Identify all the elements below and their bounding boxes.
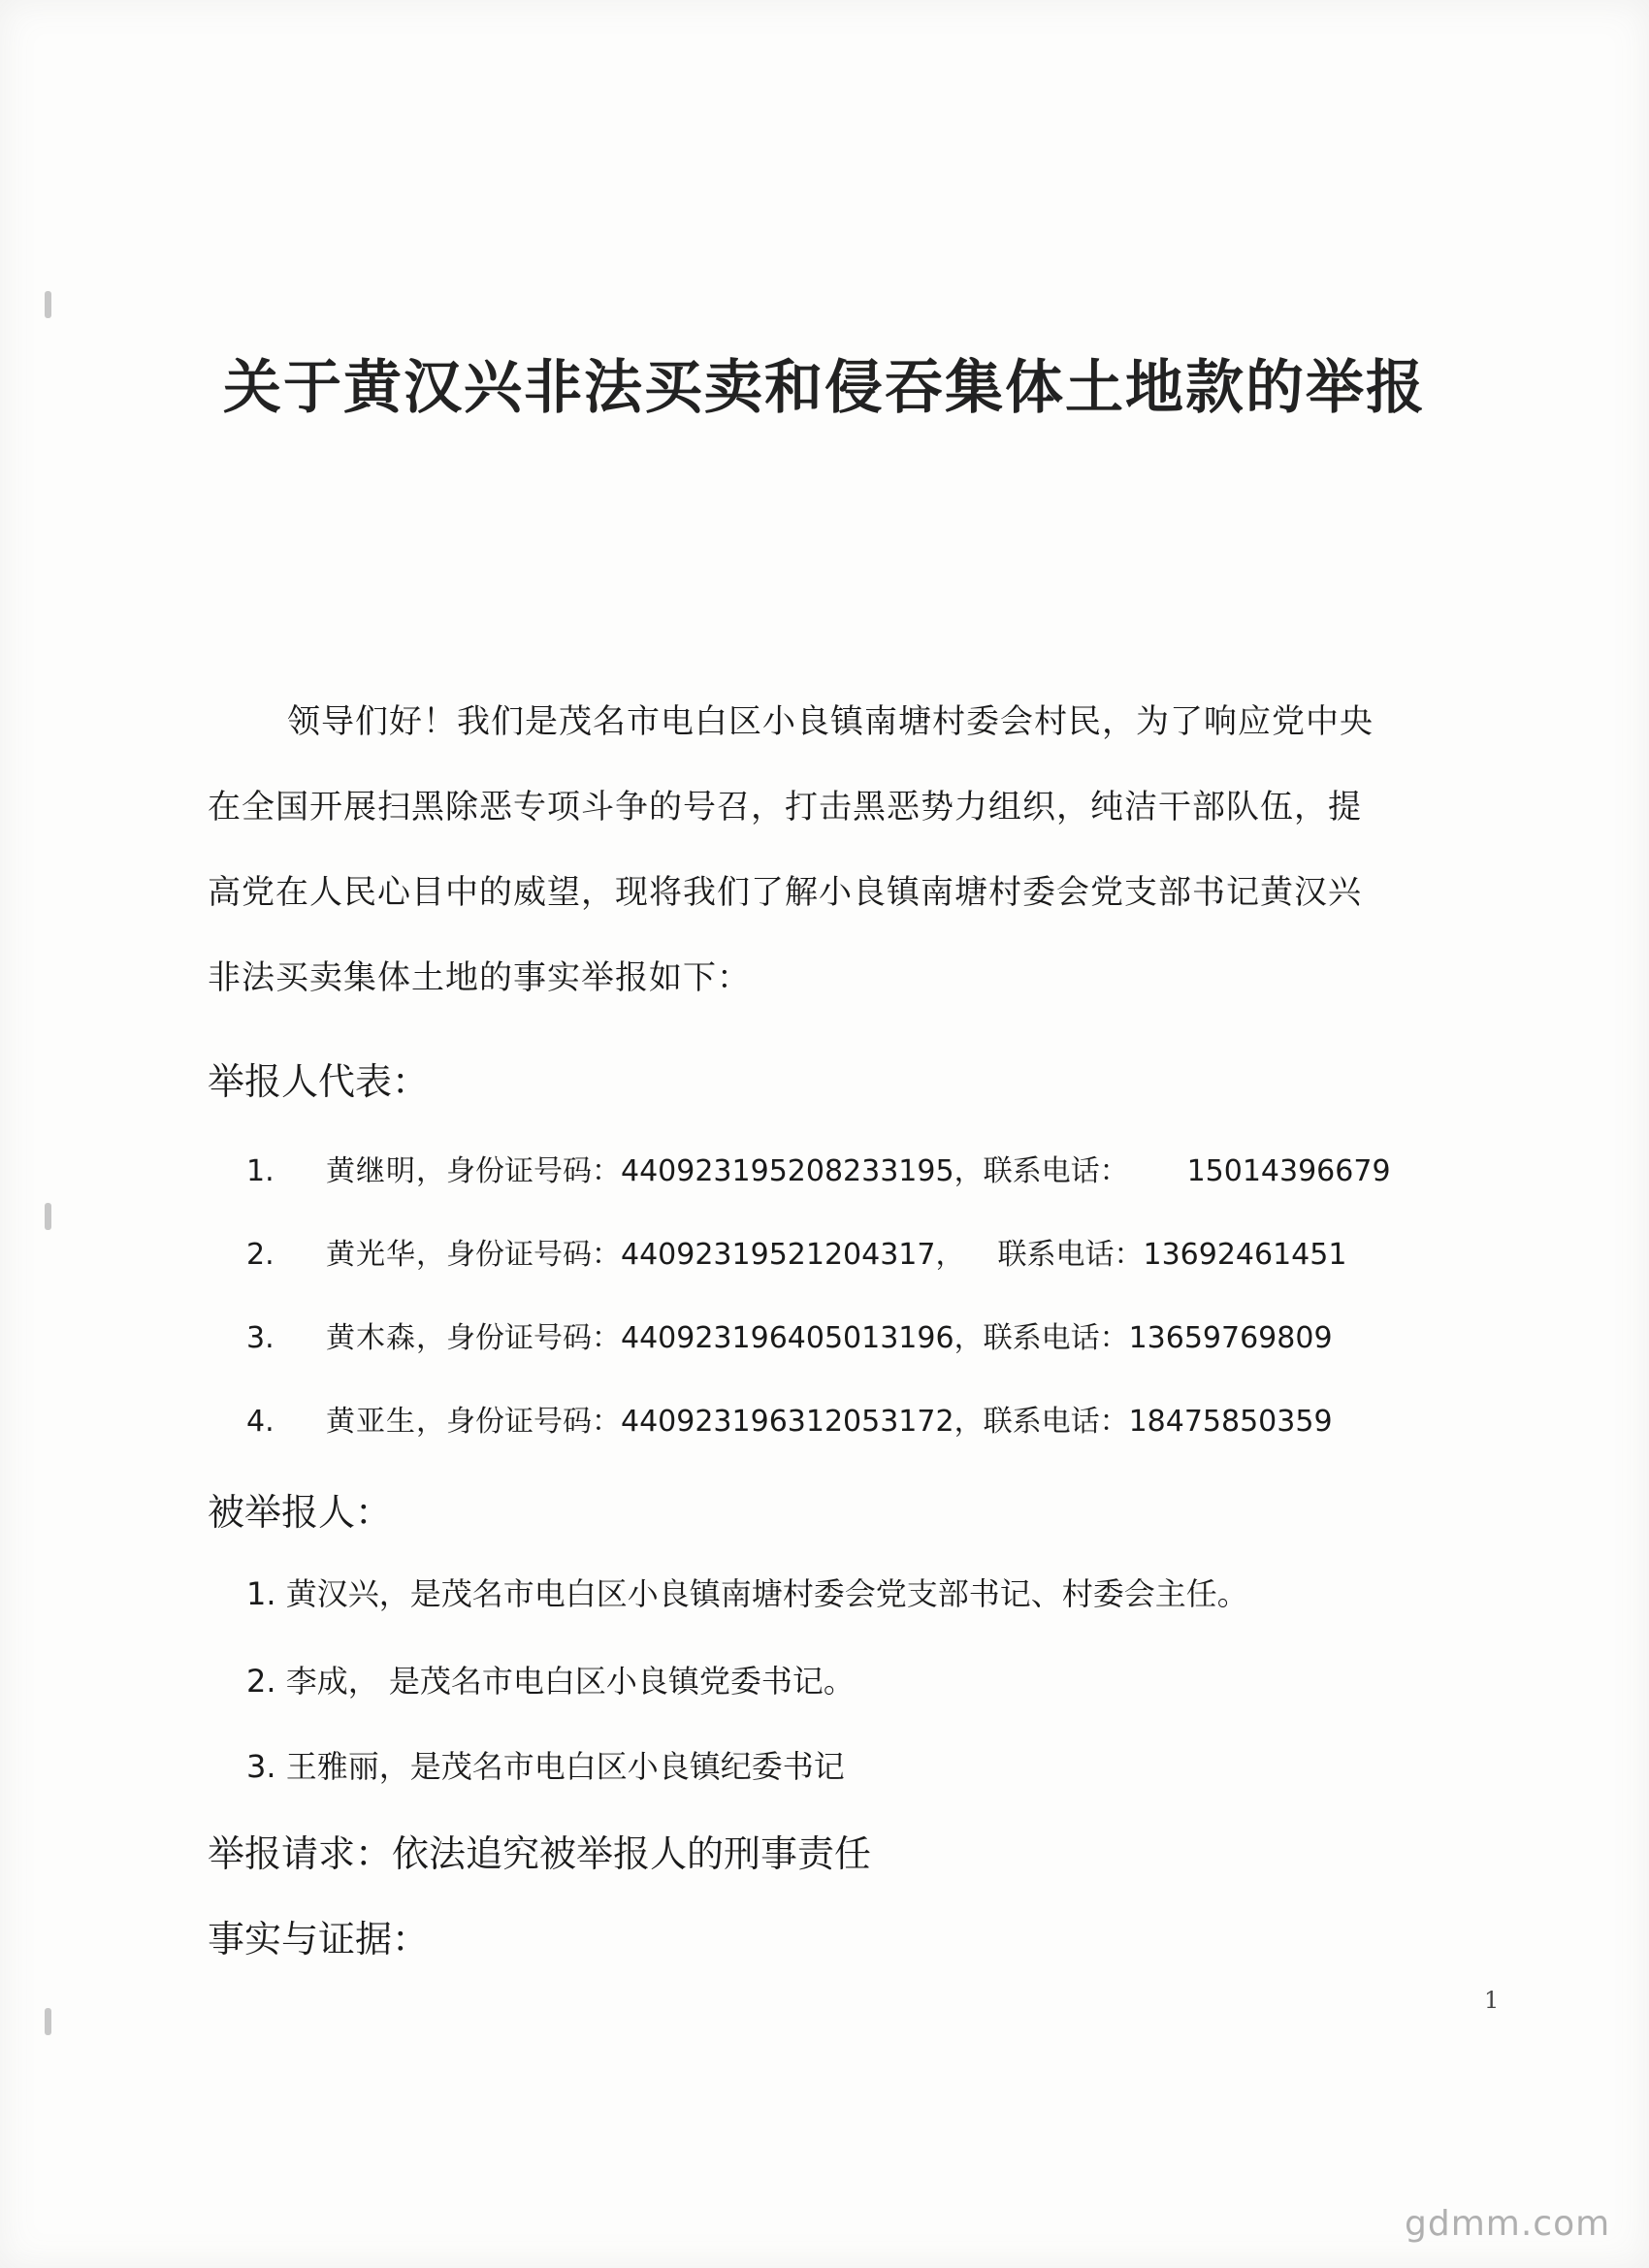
phone-label: 联系电话： <box>997 1238 1144 1272</box>
accused-item: 3. 王雅丽，是茂名市电白区小良镇纪委书记 <box>246 1748 845 1785</box>
accused-heading: 被举报人： <box>208 1491 393 1534</box>
reporter-number: 4. <box>246 1405 275 1439</box>
intro-line: 非法买卖集体土地的事实举报如下： <box>208 958 751 997</box>
reporter-name: 黄木森， <box>326 1321 446 1355</box>
phone-label: 联系电话： <box>983 1405 1129 1439</box>
intro-line: 高党在人民心目中的威望，现将我们了解小良镇南塘村委会党支部书记黄汉兴 <box>208 873 1362 912</box>
id-number: 440923196405013196， <box>621 1321 984 1355</box>
reporter-name: 黄继明， <box>326 1154 446 1188</box>
phone-label: 联系电话： <box>983 1154 1129 1188</box>
reporter-row <box>246 1147 1391 1189</box>
reporter-row <box>246 1397 1333 1440</box>
phone-number: 18475850359 <box>1128 1405 1333 1439</box>
id-label: 身份证号码： <box>446 1405 621 1439</box>
id-number: 440923195208233195， <box>621 1154 984 1188</box>
id-label: 身份证号码： <box>446 1154 621 1188</box>
intro-paragraph <box>208 679 1507 1021</box>
reporter-name: 黄光华， <box>326 1238 446 1272</box>
id-number: 440923196312053172， <box>621 1405 984 1439</box>
reporter-name: 黄亚生， <box>326 1405 446 1439</box>
intro-line: 领导们好！我们是茂名市电白区小良镇南塘村委会村民，为了响应党中央 <box>287 702 1374 741</box>
reporter-number: 1. <box>246 1154 275 1188</box>
intro-line: 在全国开展扫黑除恶专项斗争的号召，打击黑恶势力组织，纯洁干部队伍，提 <box>208 788 1362 826</box>
binding-hole <box>45 1203 51 1230</box>
accused-item: 1. 黄汉兴，是茂名市电白区小良镇南塘村委会党支部书记、村委会主任。 <box>246 1575 1248 1612</box>
id-label: 身份证号码： <box>446 1321 621 1355</box>
accused-item: 2. 李成， 是茂名市电白区小良镇党委书记。 <box>246 1663 855 1700</box>
reporter-row <box>246 1230 1346 1273</box>
binding-hole <box>45 291 51 318</box>
report-request: 举报请求：依法追究被举报人的刑事责任 <box>208 1832 872 1875</box>
phone-label: 联系电话： <box>983 1321 1129 1355</box>
phone-number: 13659769809 <box>1128 1321 1333 1355</box>
page-number: 1 <box>1484 1987 1500 2014</box>
phone-number: 13692461451 <box>1143 1238 1347 1272</box>
id-number: 44092319521204317， <box>621 1238 965 1272</box>
reporter-number: 3. <box>246 1321 275 1355</box>
facts-heading: 事实与证据： <box>208 1918 430 1960</box>
reporters-heading: 举报人代表： <box>208 1060 430 1103</box>
reporter-number: 2. <box>246 1238 275 1272</box>
reporter-row <box>246 1313 1333 1356</box>
document-title: 关于黄汉兴非法买卖和侵吞集体土地款的举报 <box>223 354 1426 422</box>
binding-hole <box>45 2008 51 2035</box>
watermark: gdmm.com <box>1405 2204 1611 2244</box>
phone-number: 15014396679 <box>1186 1154 1391 1188</box>
id-label: 身份证号码： <box>446 1238 621 1272</box>
